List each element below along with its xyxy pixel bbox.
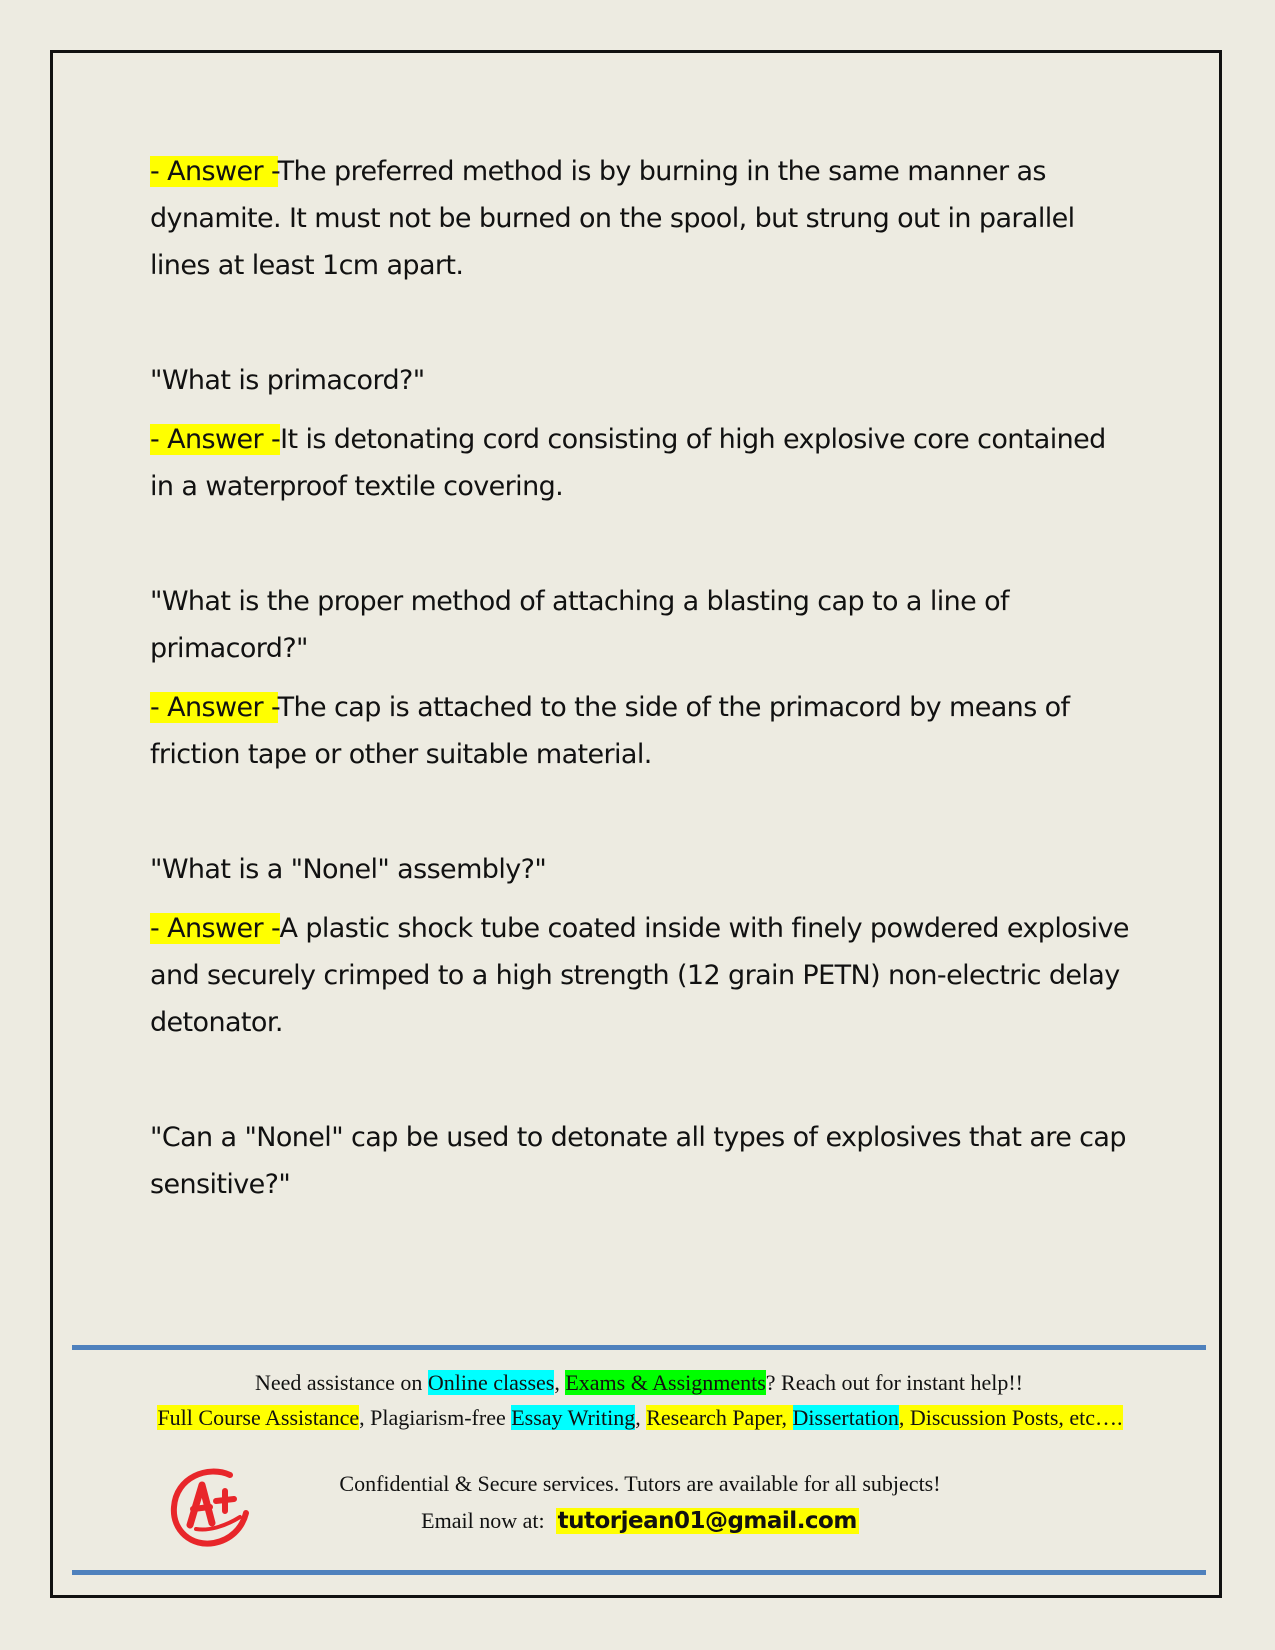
question-paragraph: "What is the proper method of attaching a blasting cap to a line of primacord?" [150,586,1009,664]
confidential-line: Confidential & Secure services. Tutors are available for all subjects! [339,1471,941,1496]
footer-offerings-line [60,1400,1220,1435]
dissertation-highlight: Dissertation [792,1405,899,1430]
footer-text: Need assistance on [254,1370,428,1395]
answer-paragraph [150,905,1130,1046]
answer-text: A plastic shock tube coated inside with finely powdered explosive and securely crimped to a high strength (12 grain PETN) non-electric delay detonator. [150,913,1129,1038]
answer-text: It is detonating cord consisting of high explosive core contained in a waterproof textile covering. [150,424,1106,502]
research-paper-highlight: Research Paper, [646,1405,793,1430]
answer-text: The cap is attached to the side of the primacord by means of friction tape or other suitable material. [150,692,1070,770]
question-paragraph: "What is primacord?" [150,365,425,396]
answer-label: - Answer - [150,424,281,455]
discussion-posts-highlight: , Discussion Posts, etc…. [898,1405,1123,1430]
footer-text: , Plagiarism-free [359,1405,512,1430]
answer-paragraph [150,684,1130,778]
email-label: Email now at: [421,1508,556,1533]
answer-label: - Answer - [150,692,278,723]
full-course-highlight: Full Course Assistance [157,1405,360,1430]
question-paragraph: "Can a "Nonel" cap be used to detonate all types of explosives that are cap sensitive?" [150,1122,1126,1200]
footer-text: , [554,1370,566,1395]
answer-paragraph [150,416,1130,510]
footer-bottom-rule [72,1570,1206,1575]
answer-label: - Answer - [150,156,278,187]
essay-writing-highlight: Essay Writing [511,1405,636,1430]
footer-text: ? Reach out for instant help!! [765,1370,1023,1395]
answer-paragraph [150,148,1130,289]
email-address-link[interactable]: tutorjean01@gmail.com [557,1508,857,1534]
footer-services-line [72,1365,1206,1400]
email-line [200,1503,1080,1539]
question-paragraph: "What is a "Nonel" assembly?" [150,854,547,885]
document-body [150,148,1130,1208]
exams-assignments-highlight: Exams & Assignments [565,1370,766,1395]
answer-label: - Answer - [150,913,280,944]
online-classes-highlight: Online classes [427,1370,555,1395]
footer-top-rule [72,1345,1206,1350]
answer-text: The preferred method is by burning in the same manner as dynamite. It must not be burned on the spool, but strung out in parallel lines at least 1cm apart. [150,156,1075,281]
footer-text: , [635,1405,647,1430]
